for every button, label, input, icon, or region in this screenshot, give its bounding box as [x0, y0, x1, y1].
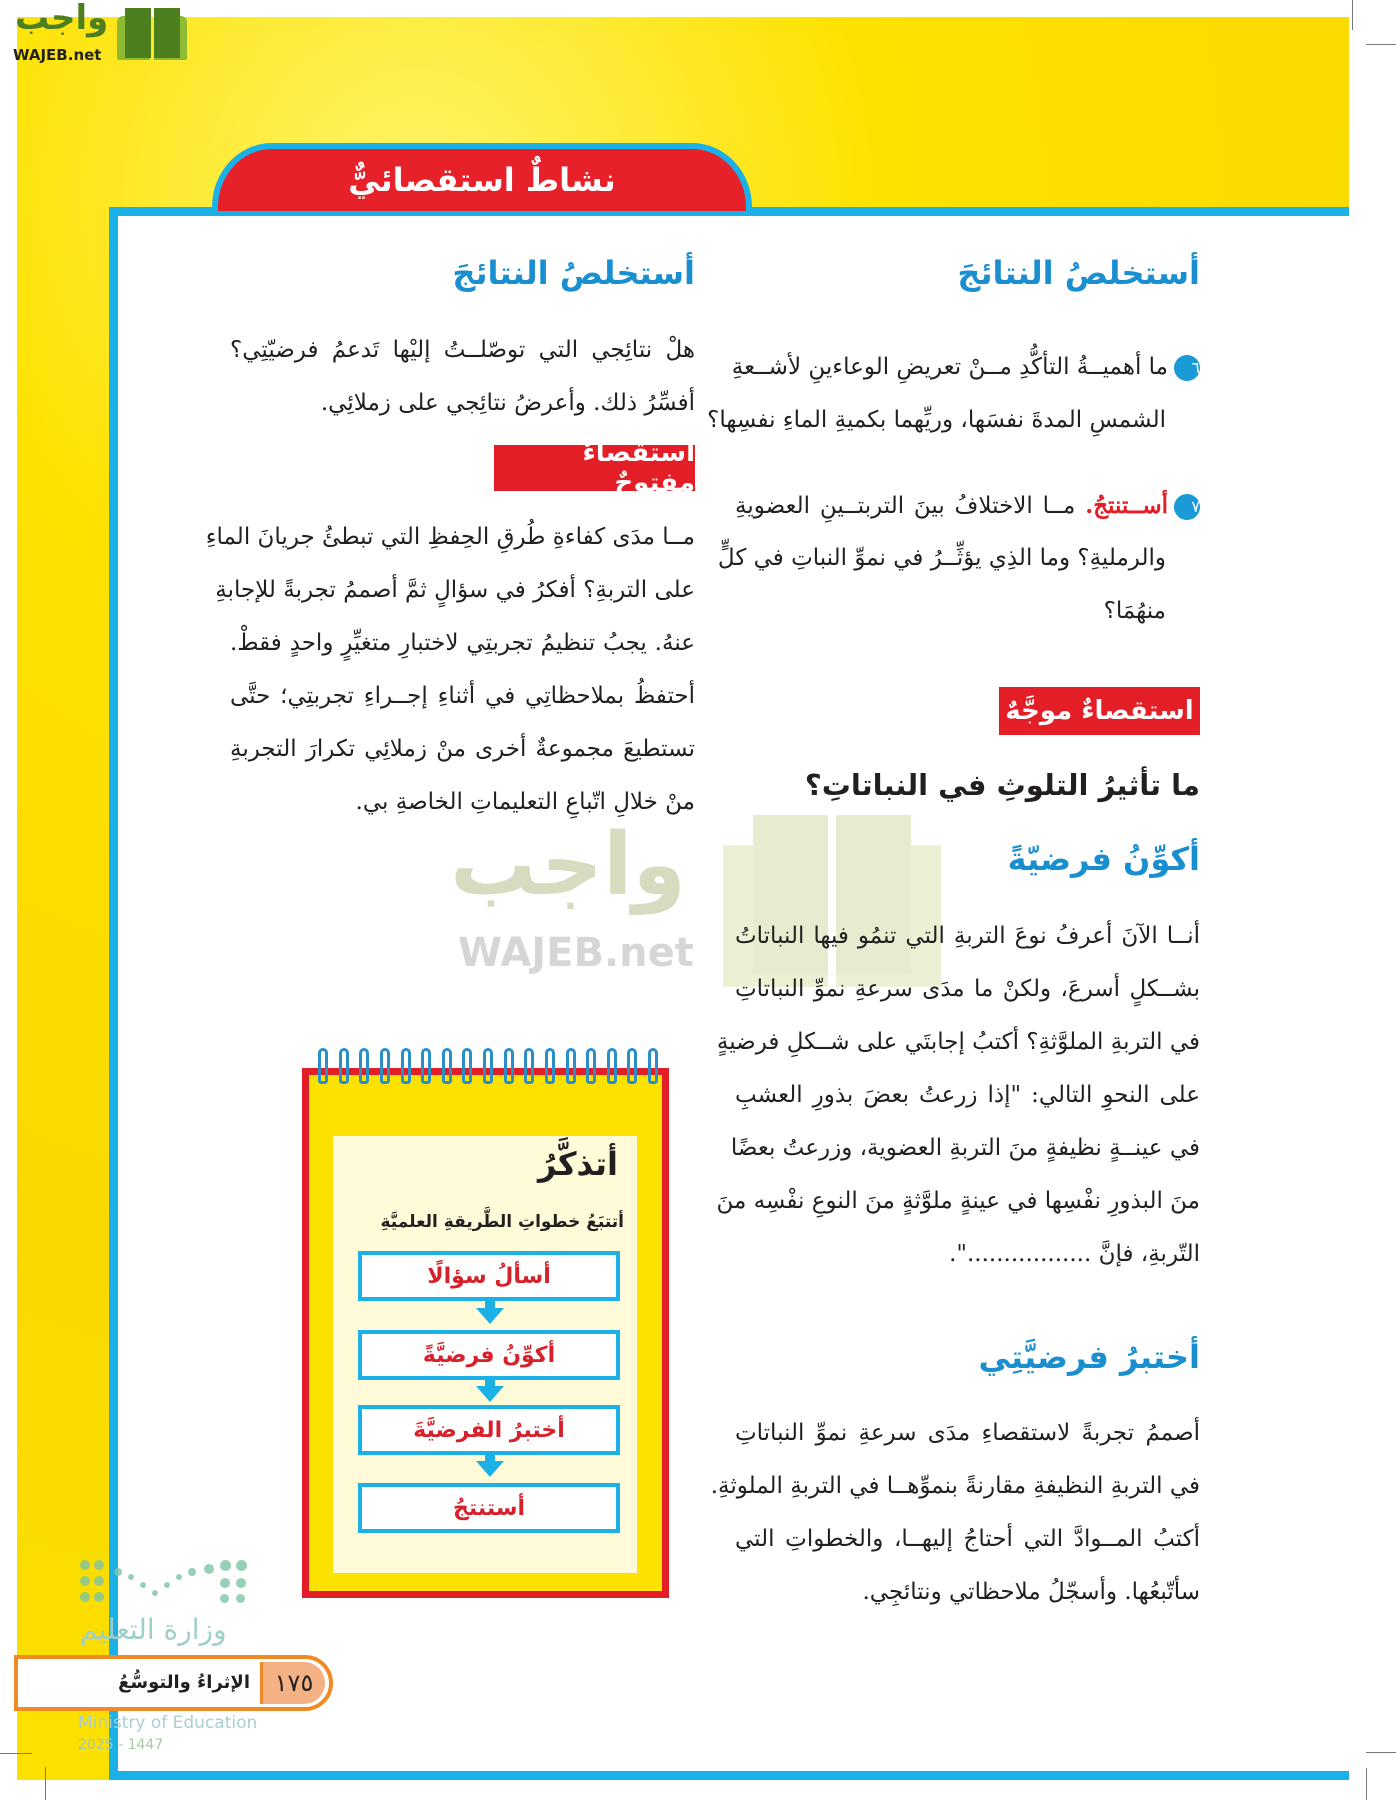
crop-mark [1366, 1752, 1396, 1753]
guided-inquiry-text: استقصاءٌ موجَّهٌ [1005, 696, 1194, 726]
paragraph-line: أصممُ تجربةً لاستقصاءِ مدَى سرعةِ نموِّ النباتاتِ [735, 1420, 1200, 1446]
crop-mark [1366, 1768, 1367, 1800]
paragraph-line: على التربةِ؟ أفكرُ في سؤالٍ ثمَّ أصممُ تجربةً للإجابةِ [215, 577, 695, 603]
hypothesis-paragraph [716, 910, 1200, 1281]
open-inquiry-label [494, 438, 695, 498]
paragraph-line: منْ خلالِ اتّباعِ التعليماتِ الخاصةِ بي. [355, 789, 695, 815]
paragraph-line: هلْ نتائِجي التي توصّلــتُ إليْها تَدعمُ فرضيّتِي؟ [230, 337, 695, 363]
test-hypothesis-heading: أختبرُ فرضيَّتِي [978, 1338, 1200, 1376]
paragraph-line: مــا مدَى كفاءةِ طُرقِ الحِفظِ التي تبطئُ جريانَ الماءِ [205, 524, 695, 550]
watermark-arabic: واجب [450, 815, 686, 915]
paragraph-line: تستطيعَ مجموعةٌ أخرى منْ زملائِي تكرارَ التجربةِ [230, 736, 695, 762]
ministry-year: 2025 - 1447 [78, 1737, 164, 1753]
crop-mark [1352, 0, 1353, 30]
line-text: مــا الاختلافُ بينَ التربتــينِ العضويةِ [735, 493, 1076, 519]
spiral-binding-icon [318, 1048, 658, 1090]
open-inquiry-paragraph [205, 511, 695, 829]
inquiry-question: ما تأثيرُ التلوثِ في النباتاتِ؟ [804, 768, 1200, 802]
crop-mark [0, 1753, 32, 1754]
conclude-label: أســتنتجُ. [1085, 492, 1169, 519]
paragraph-line: أكتبُ المــوادَّ التي أحتاجُ إليهــا، والخطواتِ التي [735, 1526, 1200, 1552]
crop-mark [1366, 44, 1396, 45]
activity-banner [212, 143, 752, 211]
banner-title: نشاطٌ استقصائيٌّ [348, 161, 616, 199]
number-badge-7: ٧ [1174, 494, 1200, 520]
paragraph-line: أنــا الآنَ أعرفُ نوعَ التربةِ التي تنمُو فيها النباتاتُ [735, 923, 1200, 949]
remember-title: أتذكَّرُ [538, 1145, 618, 1183]
conclusion-paragraph [230, 324, 695, 430]
paragraph-line: في التربةِ النظيفةِ مقارنةً بنموِّهــا في التربةِ الملوثةِ. [710, 1473, 1200, 1499]
page-number: ١٧٥ [263, 1662, 325, 1704]
paragraph-line: سأتّبعُها. وأسجّلُ ملاحظاتي ونتائجِي. [862, 1579, 1200, 1605]
hypothesis-heading: أكوِّنُ فرضيّةً [1007, 840, 1200, 878]
wajeb-logo [9, 0, 189, 68]
paragraph-line: أحتفظُ بملاحظاتِي في أثناءِ إجــراءِ تجربتِي؛ حتَّى [230, 683, 695, 709]
left-heading-conclusions: أستخلصُ النتائجَ [452, 254, 695, 292]
guided-inquiry-label [999, 687, 1200, 735]
paragraph-line: في عينــةٍ نظيفةٍ منَ التربةِ العضوية، وزرعتُ بعضًا [730, 1135, 1200, 1161]
crop-mark [45, 1767, 46, 1800]
question-7-line: منهُمَا؟ [1103, 598, 1166, 624]
step-conclude: أستنتجُ [358, 1483, 620, 1533]
ministry-name-en: Ministry of Education [78, 1713, 258, 1733]
section-title: الإثراءُ والتوسُّعُ [118, 1672, 250, 1693]
logo-book-icon [117, 8, 187, 62]
step-form-hypothesis: أكوِّنُ فرضيَّةً [358, 1330, 620, 1380]
number-badge-6: ٦ [1174, 355, 1200, 381]
paragraph-line: بشــكلٍ أسرعَ، ولكنْ ما مدَى سرعةِ نموِّ النباتاتِ [735, 976, 1200, 1002]
question-6-line: الشمسِ المدةَ نفسَها، وريِّهما بكميةِ الماءِ نفسِها؟ [707, 407, 1166, 433]
line-text: ما أهميــةُ التأكُّدِ مــنْ تعريضِ الوعاءينِ لأشــعةِ [731, 354, 1168, 380]
question-7-line: والرمليةِ؟ وما الذِي يؤثِّــرُ في نموِّ النباتِ في كلٍّ [717, 545, 1166, 571]
arrow-down-icon [476, 1308, 504, 1324]
ministry-name-ar: وزارة التعليم [80, 1613, 227, 1646]
paragraph-line: في التربةِ الملوَّثةِ؟ أكتبُ إجابتَي على شــكلِ فرضيةٍ [716, 1029, 1200, 1055]
test-paragraph [710, 1407, 1200, 1619]
step-test-hypothesis: أختبرُ الفرضيَّةَ [358, 1405, 620, 1455]
watermark-latin: WAJEB.net [458, 930, 694, 976]
paragraph-line: على النحوِ التالي: "إذا زرعتُ بعضَ بذورِ العشبِ [735, 1082, 1200, 1108]
question-7-line [735, 479, 1200, 532]
logo-latin: WAJEB.net [13, 46, 102, 64]
question-7 [717, 479, 1201, 638]
paragraph-line: أفسِّرُ ذلك. وأعرضُ نتائِجي على زملائِي. [320, 390, 695, 416]
open-inquiry-text: استقصاءٌ مفتوحٌ [582, 438, 695, 498]
paragraph-line: منَ البذورِ نفْسِها في عينةٍ ملوَّثةٍ منَ النوعِ نفْسِه منَ [716, 1188, 1200, 1214]
paragraph-line: التّربةِ، فإنَّ .................". [949, 1241, 1200, 1267]
right-heading-conclusions: أستخلصُ النتائجَ [957, 254, 1200, 292]
step-ask-question: أسألُ سؤالًا [358, 1251, 620, 1301]
arrow-down-icon [476, 1461, 504, 1477]
remember-subtitle: أتتبَعُ خطواتِ الطَّريقةِ العلميَّةِ [380, 1212, 624, 1232]
arrow-down-icon [476, 1386, 504, 1402]
question-6 [707, 341, 1200, 447]
logo-arabic: واجب [15, 0, 109, 38]
question-6-line [731, 341, 1200, 394]
ministry-logo-dots-icon [80, 1560, 250, 1608]
paragraph-line: عنهُ. يجبُ تنظيمُ تجربتِي لاختبارِ متغيِّرٍ واحدٍ فقطْ. [230, 630, 695, 656]
